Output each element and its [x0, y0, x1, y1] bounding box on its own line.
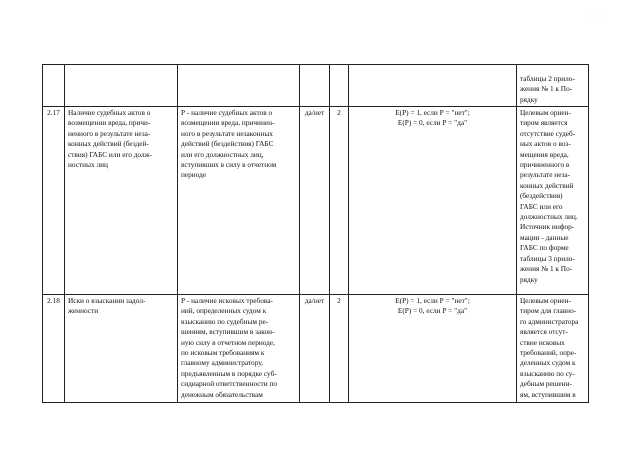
- description-line: ного в результате незаконных: [181, 128, 273, 138]
- description-line: предъявленным в порядке суб-: [181, 368, 277, 378]
- cell-max-score: 2: [330, 107, 349, 295]
- name-line: конных действий (бездей-: [68, 139, 149, 149]
- comment-line: Целевым ориен-: [520, 108, 571, 117]
- formula-line: Е(Р) = 1, если Р = "нет";: [395, 296, 470, 305]
- cell-num: 2.17: [43, 107, 65, 295]
- cell-formula: [349, 65, 517, 107]
- cell-description: [178, 65, 300, 107]
- indicator-table: [42, 64, 589, 403]
- table-row-2-18: [43, 295, 589, 403]
- cell-num: 2.18: [43, 295, 65, 403]
- comment-line: отсутствие судеб-: [520, 128, 576, 138]
- description-line: вступивших в силу в отчетном: [181, 160, 277, 170]
- comment-line: результате неза-: [520, 170, 571, 180]
- cell-comment: [517, 65, 589, 107]
- cell-indicator-name: [65, 107, 178, 295]
- description-line: действий (бездействия) ГАБС: [181, 139, 274, 149]
- cell-unit: да/нет: [300, 295, 330, 403]
- comment-line: Источник инфор-: [520, 222, 575, 232]
- cell-comment: [517, 295, 589, 403]
- comment-line: является отсут-: [520, 327, 568, 337]
- description-line: ний, определенных судом к: [181, 306, 267, 316]
- cell-description: [178, 295, 300, 403]
- cell-formula: [349, 295, 517, 403]
- comment-line: мации - данные: [520, 232, 569, 242]
- description-line: по исковым требованиям к: [181, 348, 265, 358]
- comment-line: жения № 1 к По-: [520, 264, 573, 274]
- cell-num: [43, 65, 65, 107]
- cell-unit: да/нет: [300, 107, 330, 295]
- name-line: возмещении вреда, причи-: [68, 118, 151, 128]
- comment-line: причиненного в: [520, 160, 570, 170]
- cell-indicator-name: [65, 295, 178, 403]
- comment-line: ГАБС по форме: [520, 243, 569, 253]
- description-line: Р - наличие исковых требова-: [181, 296, 273, 305]
- description-line: периоде: [181, 170, 207, 180]
- cell-description: [178, 107, 300, 295]
- comment-line: Целевым ориен-: [520, 296, 571, 305]
- formula-line: Е(Р) = 0, если Р = "да": [397, 306, 468, 316]
- description-line: Р - наличие судебных актов о: [181, 108, 273, 117]
- comment-line: тиром для главно-: [520, 306, 577, 316]
- formula-line: Е(Р) = 0, если Р = "да": [397, 118, 468, 128]
- comment-line: требований, опре-: [520, 348, 577, 358]
- comment-line: таблицы 2 прило-: [520, 73, 575, 83]
- cell-max-score: 2: [330, 295, 349, 403]
- comment-line: взысканию по су-: [520, 368, 575, 378]
- comment-line: деленных судом к: [520, 358, 576, 368]
- description-line: главному администратору,: [181, 358, 263, 368]
- table-row-continuation: [43, 65, 589, 107]
- name-line: женности: [68, 306, 99, 316]
- comment-line: ных актов о воз-: [520, 139, 571, 149]
- comment-line: мещения вреда,: [520, 149, 569, 159]
- comment-line: (бездействия): [520, 191, 563, 201]
- comment-line: жения № 1 к По-: [520, 84, 573, 94]
- comment-line: тиром является: [520, 118, 568, 128]
- description-line: сидиарной ответственности по: [181, 379, 278, 389]
- description-line: или его должностных лиц,: [181, 149, 264, 159]
- comment-line: ям, вступившим в: [520, 389, 576, 399]
- comment-line: го администратора: [520, 316, 579, 326]
- description-line: взысканию по судебным ре-: [181, 316, 269, 326]
- name-line: Иски о взыскании задол-: [68, 296, 146, 305]
- description-line: шениям, вступившим в закон-: [181, 327, 275, 337]
- comment-line: конных действий: [520, 180, 574, 190]
- cell-max-score: [330, 65, 349, 107]
- description-line: возмещении вреда, причинен-: [181, 118, 275, 128]
- comment-line: таблицы 3 прило-: [520, 253, 575, 263]
- cell-formula: [349, 107, 517, 295]
- name-line: ностных лиц: [68, 160, 108, 170]
- comment-line: дебным решени-: [520, 379, 572, 389]
- description-line: денежным обязательствам: [181, 389, 263, 399]
- comment-line: рядку: [520, 274, 538, 284]
- page-corner-mark: · · ·: [586, 14, 605, 20]
- comment-line: рядку: [520, 94, 538, 104]
- comment-line: ствие исковых: [520, 337, 565, 347]
- formula-line: Е(Р) = 1, если Р = "нет";: [395, 108, 470, 117]
- cell-comment: [517, 107, 589, 295]
- comment-line: ГАБС или его: [520, 201, 563, 211]
- name-line: ствия) ГАБС или его долж-: [68, 149, 153, 159]
- description-line: ную силу в отчетном периоде,: [181, 337, 275, 347]
- comment-line: должностных лиц.: [520, 212, 578, 222]
- cell-indicator-name: [65, 65, 178, 107]
- name-line: ненного в результате неза-: [68, 128, 151, 138]
- cell-unit: [300, 65, 330, 107]
- name-line: Наличие судебных актов о: [68, 108, 151, 117]
- table-row-2-17: [43, 107, 589, 295]
